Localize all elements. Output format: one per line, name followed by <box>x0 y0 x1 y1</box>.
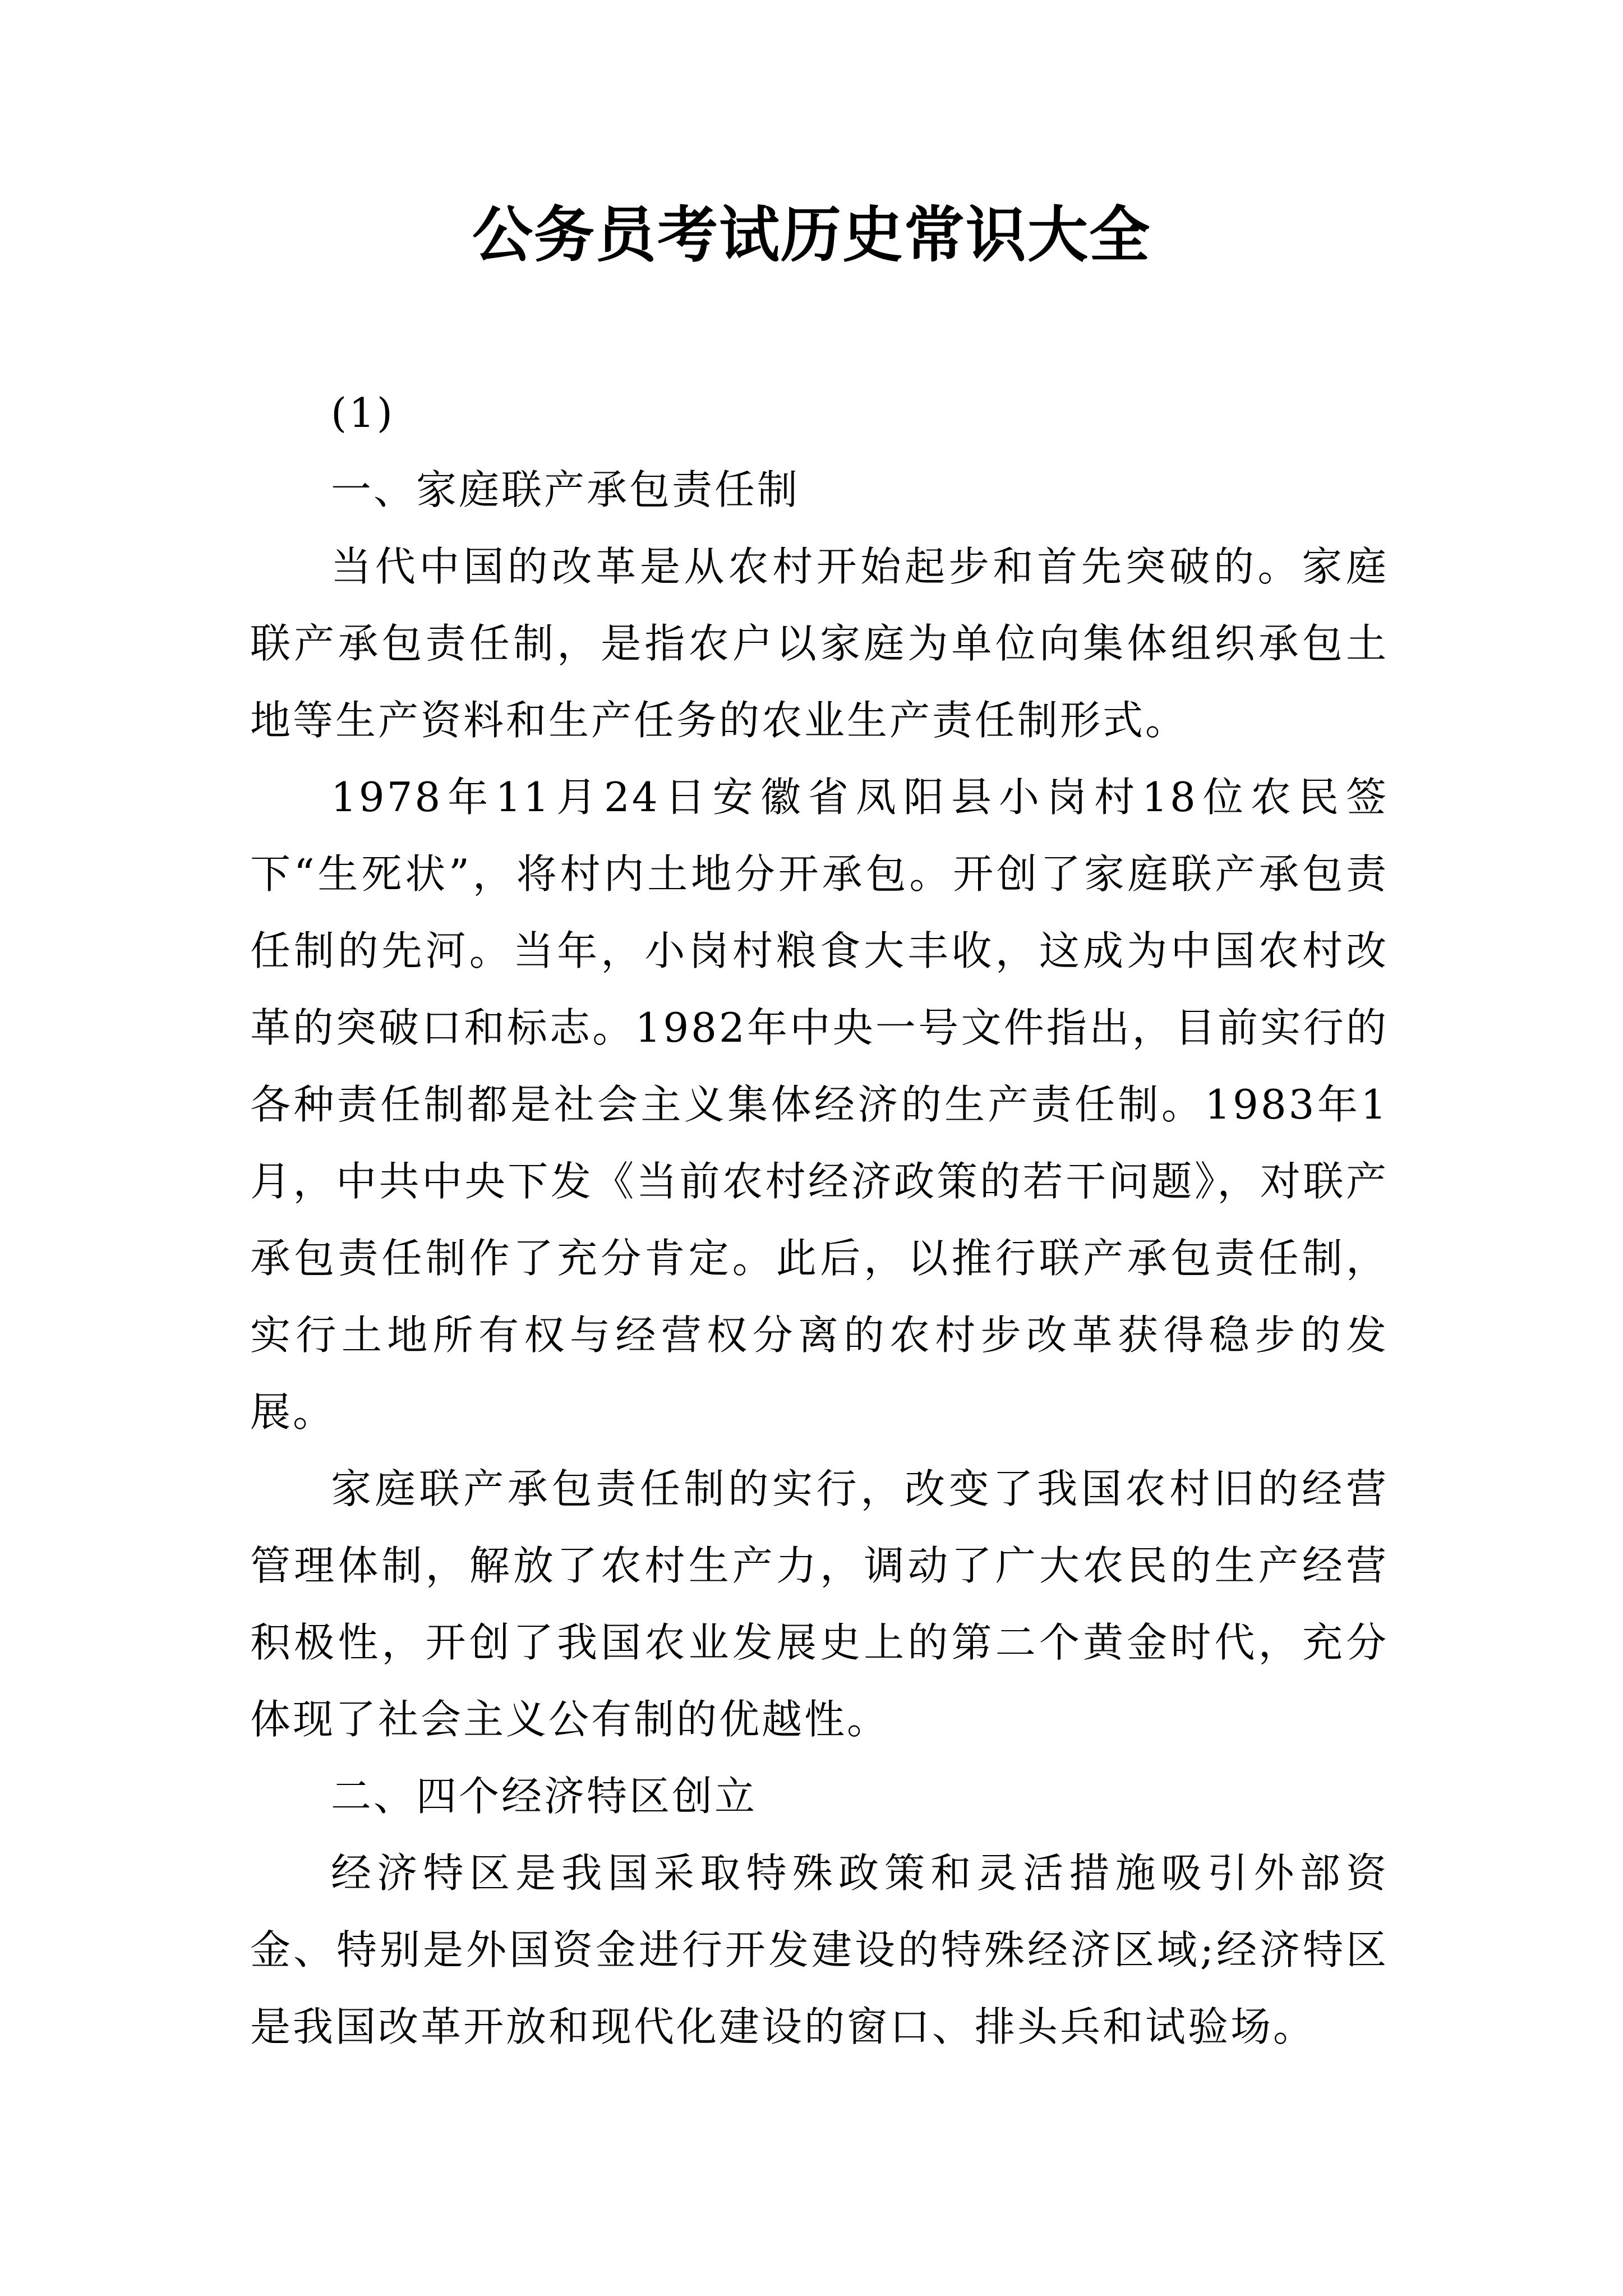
paragraph-3: 家庭联产承包责任制的实行，改变了我国农村旧的经营管理体制，解放了农村生产力，调动了广大农民的生产经营积极性，开创了我国农业发展史上的第二个黄金时代，充分体现了社会主义公有制的优越性。 <box>250 1465 1389 1743</box>
paragraph-2: 1978年11月24日安徽省凤阳县小岗村18位农民签下“生死状”，将村内土地分开承包。开创了家庭联产承包责任制的先河。当年，小岗村粮食大丰收，这成为中国农村改革的突破口和标志。1982年中央一号文件指出，目前实行的各种责任制都是社会主义集体经济的生产责任制。1983年1月，中共中央下发《当前农村经济政策的若干问题》，对联产承包责任制作了充分肯定。此后，以推行联产承包责任制，实行土地所有权与经营权分离的农村步改革获得稳步的发展。 <box>250 774 1389 1435</box>
document-title: 公务员考试历史常识大全 <box>472 200 1151 270</box>
document-body <box>250 375 1389 2065</box>
section-number: (1) <box>331 389 395 436</box>
paragraph-4: 经济特区是我国采取特殊政策和灵活措施吸引外部资金、特别是外国资金进行开发建设的特殊经济区域;经济特区是我国改革开放和现代化建设的窗口、排头兵和试验场。 <box>250 1849 1389 2050</box>
paragraph-1: 当代中国的改革是从农村开始起步和首先突破的。家庭联产承包责任制，是指农户以家庭为单位向集体组织承包土地等生产资料和生产任务的农业生产责任制形式。 <box>250 543 1389 744</box>
section-heading-2: 二、四个经济特区创立 <box>331 1773 758 1820</box>
section-heading-1: 一、家庭联产承包责任制 <box>331 466 800 513</box>
